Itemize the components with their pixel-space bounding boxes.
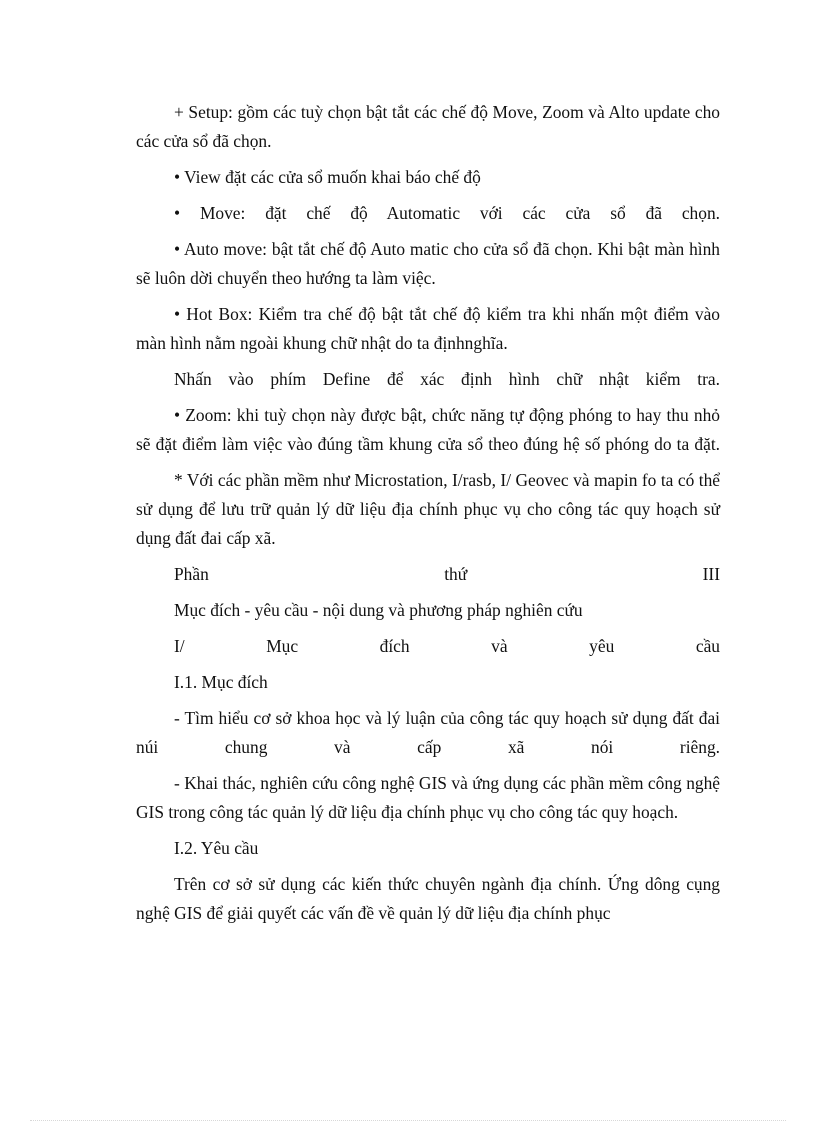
heading-purpose: I.1. Mục đích bbox=[174, 672, 268, 692]
section-heading-part-three: Phần thứ III bbox=[174, 564, 720, 584]
page-bottom-divider bbox=[30, 1120, 786, 1121]
paragraph-define: Nhấn vào phím Define để xác định hình chữ nhật kiểm tra. bbox=[174, 369, 720, 389]
paragraph-requirements: Trên cơ sở sử dụng các kiến thức chuyên ngành địa chính. Ứng dông cụng nghệ GIS để giải quyết các vấn đề về quản lý dữ liệu địa chính phục bbox=[136, 874, 720, 923]
paragraph-software: * Với các phần mềm như Microstation, I/rasb, I/ Geovec và mapin fo ta có thể sử dụng để lưu trữ quản lý dữ liệu địa chính phục vụ cho công tác quy hoạch sử dụng đất đai cấp xã. bbox=[136, 470, 720, 548]
paragraph-setup: + Setup: gồm các tuỳ chọn bật tắt các chế độ Move, Zoom và Alto update cho các cửa sổ đã chọn. bbox=[136, 102, 720, 151]
paragraph-purpose-1: - Tìm hiểu cơ sở khoa học và lý luận của công tác quy hoạch sử dụng đất đai núi chung và cấp xã nói riêng. bbox=[136, 708, 720, 757]
paragraph-hot-box: • Hot Box: Kiểm tra chế độ bật tắt chế độ kiểm tra khi nhấn một điểm vào màn hình nằm ngoài khung chữ nhật do ta địnhnghĩa. bbox=[136, 304, 720, 353]
heading-requirements: I.2. Yêu cầu bbox=[174, 838, 259, 858]
paragraph-zoom: • Zoom: khi tuỳ chọn này được bật, chức năng tự động phóng to hay thu nhỏ sẽ đặt điểm làm việc vào đúng tầm khung cửa sổ theo đúng hệ số phóng do ta đặt. bbox=[136, 405, 720, 454]
paragraph-auto-move: • Auto move: bật tắt chế độ Auto matic cho cửa sổ đã chọn. Khi bật màn hình sẽ luôn dời chuyển theo hướng ta làm việc. bbox=[136, 239, 720, 288]
heading-purpose-requirements: I/ Mục đích và yêu cầu bbox=[174, 636, 720, 656]
paragraph-view: • View đặt các cửa sổ muốn khai báo chế độ bbox=[174, 167, 481, 187]
section-subtitle: Mục đích - yêu cầu - nội dung và phương pháp nghiên cứu bbox=[174, 600, 583, 620]
document-body bbox=[136, 98, 720, 935]
paragraph-move: • Move: đặt chế độ Automatic với các cửa sổ đã chọn. bbox=[174, 203, 720, 223]
paragraph-purpose-2: - Khai thác, nghiên cứu công nghệ GIS và ứng dụng các phần mềm công nghệ GIS trong công tác quản lý dữ liệu địa chính phục vụ cho công tác quy hoạch. bbox=[136, 773, 720, 822]
